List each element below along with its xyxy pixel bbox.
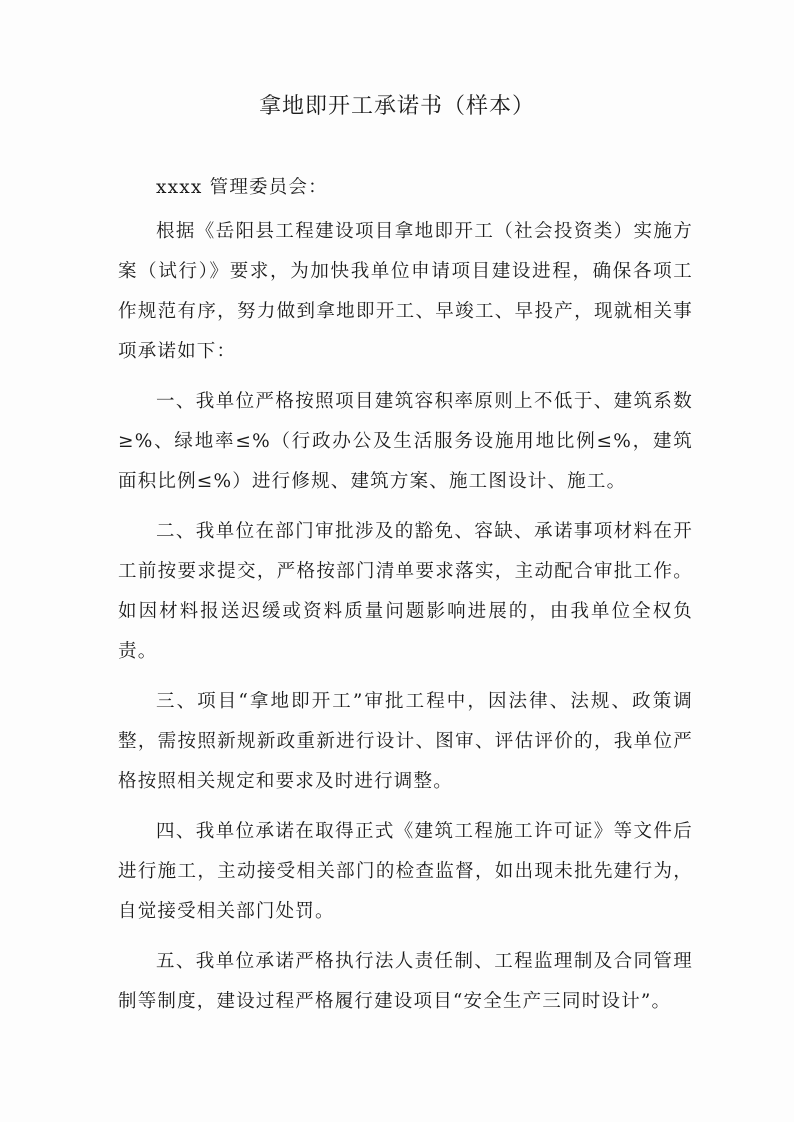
- paragraph-item-3: 三、项目“拿地即开工”审批工程中，因法律、法规、政策调整，需按照新规新政重新进行设计、图审、评估评价的，我单位严格按照相关规定和要求及时进行调整。: [118, 691, 693, 792]
- document-title: 拿地即开工承诺书（样本）: [258, 94, 535, 119]
- paragraph-item-4: 四、我单位承诺在取得正式《建筑工程施工许可证》等文件后进行施工，主动接受相关部门的检查监督，如出现未批先建行为，自觉接受相关部门处罚。: [118, 821, 693, 922]
- paragraph-intro: 根据《岳阳县工程建设项目拿地即开工（社会投资类）实施方案（试行）》要求，为加快我单位申请项目建设进程，确保各项工作规范有序，努力做到拿地即开工、早竣工、早投产，现就相关事项承诺如下：: [118, 221, 693, 362]
- paragraph-item-5: 五、我单位承诺严格执行法人责任制、工程监理制及合同管理制等制度，建设过程严格履行建设项目“安全生产三同时设计”。: [118, 951, 693, 1012]
- salutation: xxxx 管理委员会：: [156, 177, 328, 198]
- paragraph-item-2: 二、我单位在部门审批涉及的豁免、容缺、承诺事项材料在开工前按要求提交，严格按部门清单要求落实，主动配合审批工作。如因材料报送迟缓或资料质量问题影响进展的，由我单位全权负责。: [118, 521, 693, 662]
- document-body: [118, 168, 693, 1032]
- paragraph-item-1: 一、我单位严格按照项目建筑容积率原则上不低于、建筑系数≥%、绿地率≤%（行政办公及生活服务设施用地比例≤%，建筑面积比例≤%）进行修规、建筑方案、施工图设计、施工。: [118, 391, 693, 492]
